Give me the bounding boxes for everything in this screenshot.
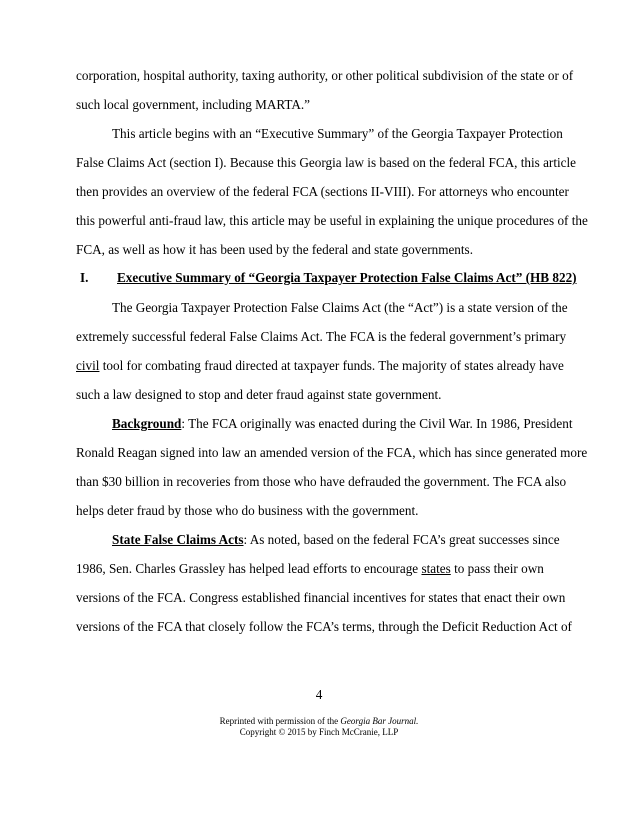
footer-text: Reprinted with permission of the <box>219 716 341 726</box>
text-line: then provides an overview of the federal FCA (sections II-VIII). For attorneys who encounter <box>76 184 569 199</box>
page-number: 4 <box>315 687 323 702</box>
section-number: I. <box>80 270 89 285</box>
text-line: corporation, hospital authority, taxing authority, or other political subdivision of the state or of <box>76 68 574 83</box>
text-line: than $30 billion in recoveries from those who have defrauded the government. The FCA also <box>76 474 567 489</box>
text-line: such local government, including MARTA.” <box>76 97 311 112</box>
text-line <box>112 416 572 432</box>
text-segment: tool for combating fraud directed at taxpayer funds. The majority of states already have <box>99 358 564 373</box>
text-line: versions of the FCA. Congress established financial incentives for states that enact their own <box>76 590 566 605</box>
paragraph-label: Background <box>112 416 182 431</box>
underlined-word: states <box>421 561 451 576</box>
text-line <box>76 358 564 374</box>
footer-line-2: Copyright © 2015 by Finch McCranie, LLP <box>239 727 399 737</box>
text-segment: : As noted, based on the federal FCA’s great successes since <box>243 532 560 547</box>
footer-line-1 <box>0 716 638 727</box>
footer-journal-name: Georgia Bar Journal. <box>340 716 419 726</box>
text-line: This article begins with an “Executive Summary” of the Georgia Taxpayer Protection <box>112 126 563 141</box>
text-segment: to pass their own <box>450 561 544 576</box>
paragraph-label: State False Claims Acts <box>112 532 244 547</box>
section-heading <box>80 270 577 286</box>
text-line: extremely successful federal False Claims Act. The FCA is the federal government’s primary <box>76 329 567 344</box>
section-title: Executive Summary of “Georgia Taxpayer Protection False Claims Act” (HB 822) <box>117 270 577 285</box>
text-line: such a law designed to stop and deter fraud against state government. <box>76 387 442 402</box>
text-line: helps deter fraud by those who do business with the government. <box>76 503 419 518</box>
page-footer <box>0 716 638 738</box>
text-line <box>112 532 560 548</box>
text-line: FCA, as well as how it has been used by the federal and state governments. <box>76 242 473 257</box>
text-line: The Georgia Taxpayer Protection False Claims Act (the “Act”) is a state version of the <box>112 300 568 315</box>
text-line: versions of the FCA that closely follow the FCA’s terms, through the Deficit Reduction Act of <box>76 619 572 634</box>
text-line: False Claims Act (section I). Because this Georgia law is based on the federal FCA, this article <box>76 155 577 170</box>
text-line: Ronald Reagan signed into law an amended version of the FCA, which has since generated more <box>76 445 588 460</box>
text-segment: 1986, Sen. Charles Grassley has helped lead efforts to encourage <box>76 561 422 576</box>
text-segment: : The FCA originally was enacted during the Civil War. In 1986, President <box>181 416 573 431</box>
text-line <box>76 561 544 577</box>
underlined-word: civil <box>76 358 100 373</box>
text-line: this powerful anti-fraud law, this article may be useful in explaining the unique procedures of the <box>76 213 588 228</box>
